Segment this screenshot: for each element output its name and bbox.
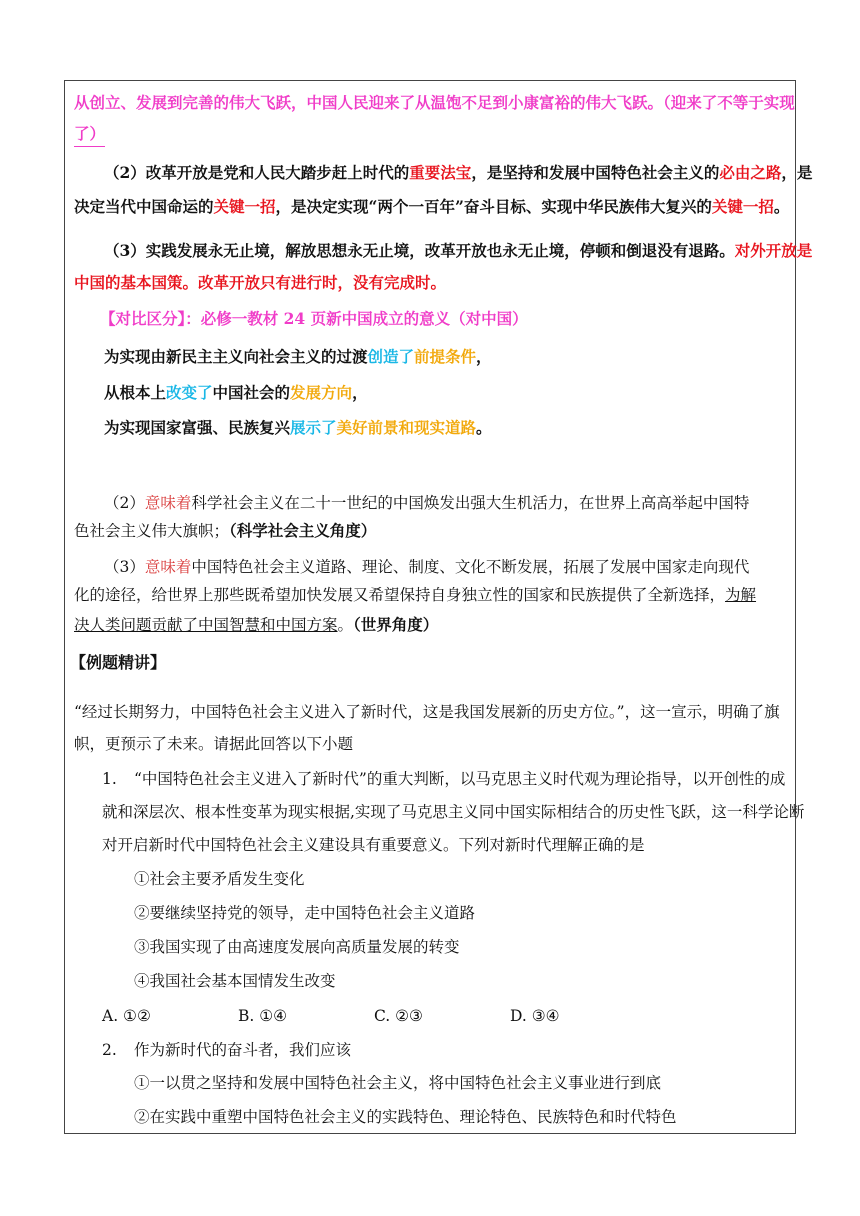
compare-line-2: 从根本上改变了中国社会的发展方向，	[104, 383, 368, 402]
question-1-choice-a: A. ①②	[102, 1007, 151, 1025]
para-2-line-1: （2）改革开放是党和人民大踏步赶上时代的重要法宝，是坚持和发展中国特色社会主义的必由之路，是	[104, 163, 813, 182]
question-1-option: ④我国社会基本国情发生改变	[134, 972, 336, 990]
question-1-option: ③我国实现了由高速度发展向高质量发展的转变	[134, 938, 460, 956]
question-1-choice-b: B. ①④	[238, 1007, 288, 1025]
meaning-2-line-1: （2）意味着科学社会主义在二十一世纪的中国焕发出强大生机活力，在世界上高高举起中国特	[104, 494, 750, 512]
compare-line-3: 为实现国家富强、民族复兴展示了美好前景和现实道路。	[104, 418, 492, 437]
question-1-line-3: 对开启新时代中国特色社会主义建设具有重要意义。下列对新时代理解正确的是	[102, 836, 645, 854]
question-1-option: ①社会主要矛盾发生变化	[134, 870, 305, 888]
example-heading: 【例题精讲】	[70, 653, 167, 672]
question-2-option: ①一以贯之坚持和发展中国特色社会主义，将中国特色社会主义事业进行到底	[134, 1074, 662, 1092]
highlight-key-move-1: 关键一招	[213, 197, 276, 216]
question-2-option: ②在实践中重塑中国特色社会主义的实践特色、理论特色、民族特色和时代特色	[134, 1108, 677, 1126]
intro-line-1: 从创立、发展到完善的伟大飞跃，中国人民迎来了从温饱不足到小康富裕的伟大飞跃。（迎来了不等于实现	[74, 93, 795, 112]
meaning-2-line-2: 色社会主义伟大旗帜；（科学社会主义角度）	[74, 521, 377, 540]
para-3-line-2: 中国的基本国策。改革开放只有进行时，没有完成时。	[74, 273, 447, 292]
highlight-key-move-2: 关键一招	[711, 197, 774, 216]
question-1-number: 1.	[102, 770, 117, 788]
question-1-line-2: 就和深层次、根本性变革为现实根据,实现了马克思主义同中国实际相结合的历史性飞跃，这一科学论断	[102, 803, 805, 821]
compare-line-1: 为实现由新民主主义向社会主义的过渡创造了前提条件，	[104, 347, 492, 366]
highlight-opening-policy: 对外开放是	[734, 241, 813, 260]
para-2-line-2: 决定当代中国命运的关键一招，是决定实现“两个一百年”奋斗目标、实现中华民族伟大复兴的关键一招。	[74, 197, 790, 216]
highlight-only-road: 必由之路	[719, 163, 782, 182]
para-3-line-1: （3）实践发展永无止境，解放思想永无止境，改革开放也永无止境，停顿和倒退没有退路。对外开放是	[104, 241, 813, 260]
example-stem-line-2: 帜，更预示了未来。请据此回答以下小题	[74, 735, 354, 753]
question-1-option: ②要继续坚持党的领导，走中国特色社会主义道路	[134, 904, 476, 922]
highlight-important-tool: 重要法宝	[409, 163, 472, 182]
meaning-3-line-3: 决人类问题贡献了中国智慧和中国方案。（世界角度）	[74, 615, 439, 634]
question-1-choice-d: D. ③④	[510, 1007, 560, 1025]
question-1-choice-c: C. ②③	[374, 1007, 423, 1025]
compare-heading: 【对比区分】：必修一教材 24 页新中国成立的意义（对中国）	[100, 309, 528, 328]
keyword-means: 意味着	[144, 558, 192, 576]
intro-line-2: 了）	[74, 123, 105, 147]
keyword-means: 意味着	[144, 494, 192, 512]
example-stem-line-1: “经过长期努力，中国特色社会主义进入了新时代，这是我国发展新的历史方位。”，这一宣示，明确了旗	[74, 703, 780, 721]
meaning-3-line-2: 化的途径，给世界上那些既希望加快发展又希望保持自身独立性的国家和民族提供了全新选择，为解	[74, 586, 757, 604]
question-2-number: 2.	[102, 1041, 117, 1059]
meaning-3-line-1: （3）意味着中国特色社会主义道路、理论、制度、文化不断发展，拓展了发展中国家走向现代	[104, 558, 750, 576]
question-2-stem: 作为新时代的奋斗者，我们应该	[134, 1041, 352, 1059]
question-1-line-1: “中国特色社会主义进入了新时代”的重大判断，以马克思主义时代观为理论指导，以开创性的成	[134, 770, 786, 788]
